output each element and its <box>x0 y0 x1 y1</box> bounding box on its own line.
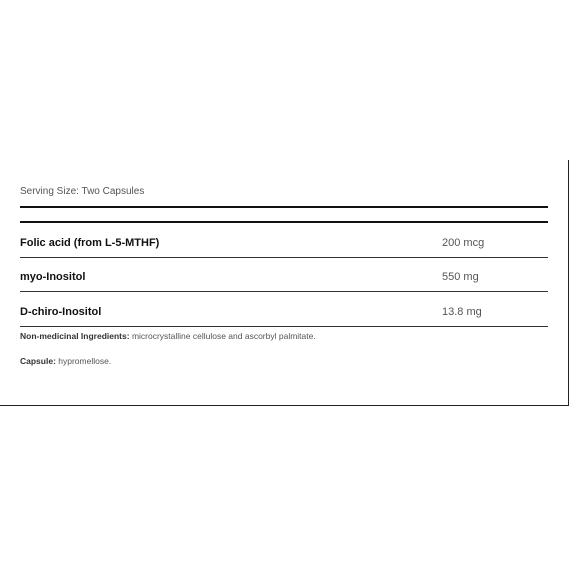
ingredient-amount: 200 mcg <box>442 237 485 249</box>
divider-thick <box>20 206 548 208</box>
ingredient-name: D-chiro-Inositol <box>20 306 102 318</box>
ingredient-amount: 550 mg <box>442 271 479 283</box>
ingredient-name: Folic acid (from L-5-MTHF) <box>20 237 160 249</box>
ingredient-amount: 13.8 mg <box>442 306 482 318</box>
non-medicinal-text: microcrystalline cellulose and ascorbyl palmitate. <box>129 331 316 341</box>
ingredient-row <box>20 258 548 292</box>
capsule-ingredients <box>20 356 111 366</box>
non-medicinal-ingredients <box>20 331 316 341</box>
capsule-label: Capsule: <box>20 356 56 366</box>
ingredient-row <box>20 293 548 327</box>
divider-header <box>20 221 548 223</box>
supplement-facts-panel <box>0 160 569 406</box>
ingredient-row <box>20 224 548 258</box>
serving-size: Serving Size: Two Capsules <box>20 186 145 197</box>
capsule-text: hypromellose. <box>55 356 112 366</box>
ingredient-name: myo-Inositol <box>20 271 86 283</box>
non-medicinal-label: Non-medicinal Ingredients: <box>20 331 130 341</box>
